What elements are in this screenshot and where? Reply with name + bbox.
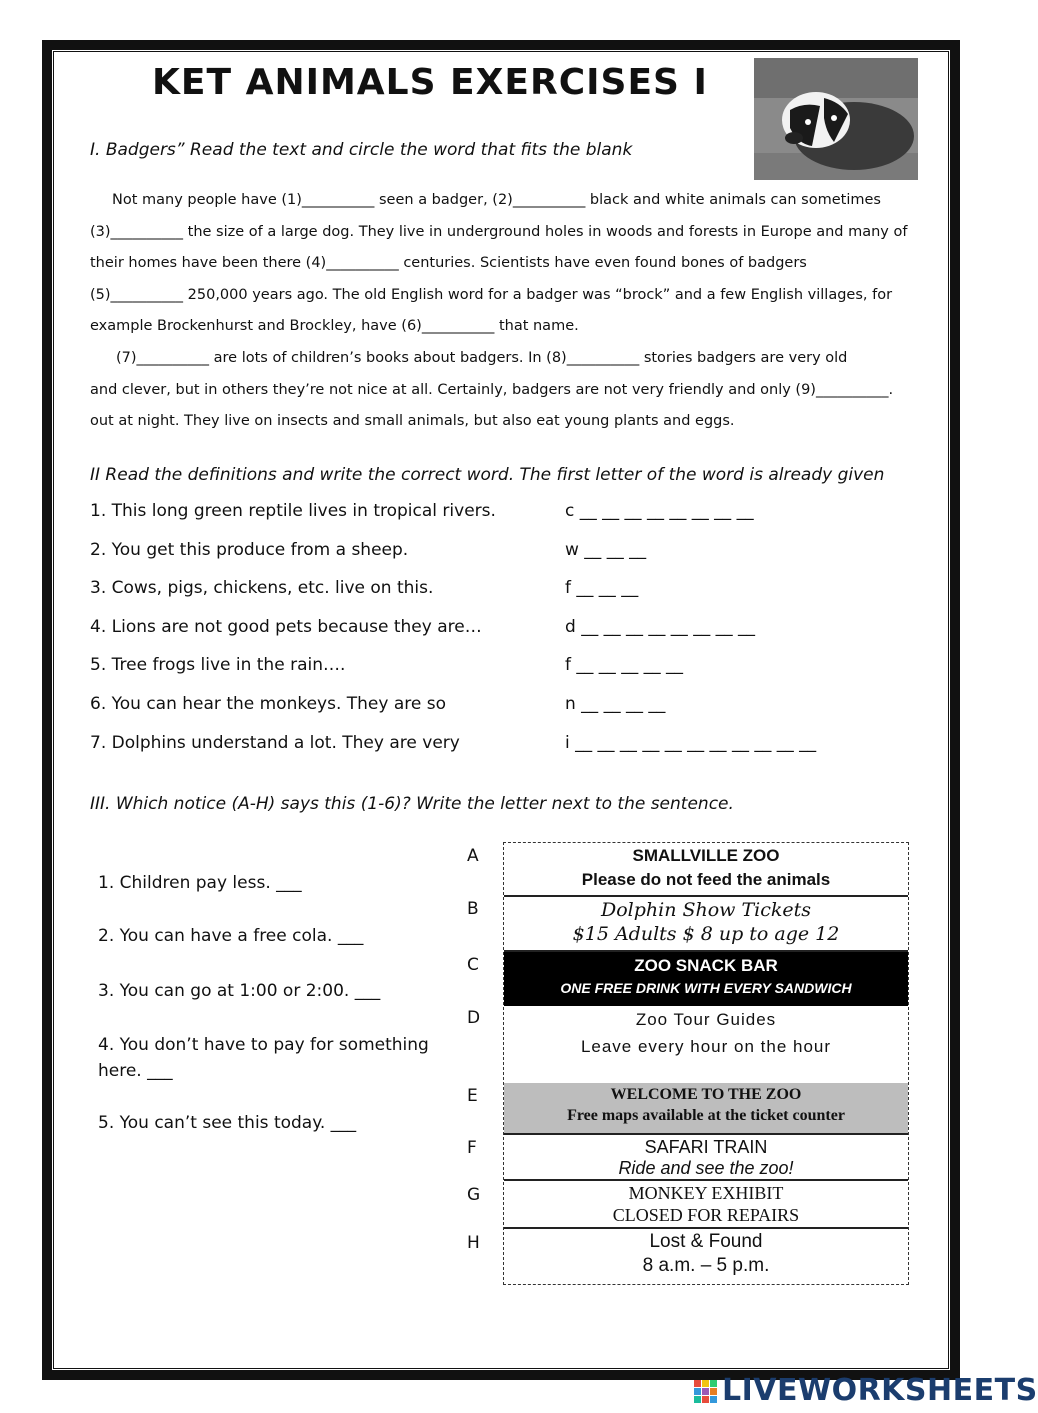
notice-letter: F bbox=[467, 1138, 477, 1158]
answer-blank[interactable]: f __ __ __ bbox=[565, 578, 639, 598]
answer-blank[interactable]: c __ __ __ __ __ __ __ __ bbox=[565, 501, 754, 521]
liveworksheets-brand[interactable]: LIVEWORKSHEETS bbox=[722, 1373, 1038, 1408]
definition-question: 1. This long green reptile lives in tropical rivers. bbox=[90, 501, 496, 521]
notice-sentence[interactable]: 1. Children pay less. ___ bbox=[98, 873, 302, 893]
notice-h bbox=[504, 1229, 908, 1286]
answer-blank[interactable]: n __ __ __ __ bbox=[565, 694, 666, 714]
notice-f bbox=[504, 1135, 908, 1181]
notice-d-text: Leave every hour on the hour bbox=[580, 1037, 832, 1056]
notice-g-text: CLOSED FOR REPAIRS bbox=[612, 1205, 800, 1225]
definition-question: 7. Dolphins understand a lot. They are very bbox=[90, 733, 460, 753]
notice-e-title: WELCOME TO THE ZOO bbox=[610, 1086, 802, 1103]
passage-line: Not many people have (1)__________ seen a badger, (2)__________ black and white animals can sometimes bbox=[112, 192, 881, 208]
notice-letter: A bbox=[467, 846, 479, 866]
passage-line: their homes have been there (4)__________ centuries. Scientists have even found bones of badgers bbox=[90, 255, 807, 272]
section-3-heading: III. Which notice (A-H) says this (1-6)? Write the letter next to the sentence. bbox=[90, 794, 734, 814]
notice-letter: E bbox=[467, 1086, 478, 1106]
notice-c-text: ONE FREE DRINK WITH EVERY SANDWICH bbox=[560, 980, 852, 996]
notice-letter: G bbox=[467, 1185, 481, 1205]
notice-letter: C bbox=[467, 955, 479, 975]
notice-sentence[interactable]: 4. You don’t have to pay for something here. ___ bbox=[98, 1035, 429, 1081]
section-1-heading: I. Badgers” Read the text and circle the word that fits the blank bbox=[90, 140, 633, 160]
notice-g-title: MONKEY EXHIBIT bbox=[628, 1183, 784, 1203]
passage-line: out at night. They live on insects and small animals, but also eat young plants and eggs. bbox=[90, 413, 735, 430]
answer-blank[interactable]: d __ __ __ __ __ __ __ __ bbox=[565, 617, 756, 637]
definition-question: 5. Tree frogs live in the rain…. bbox=[90, 655, 346, 675]
badger-photo bbox=[754, 58, 918, 180]
answer-blank[interactable]: f __ __ __ __ __ bbox=[565, 655, 684, 675]
definition-question: 4. Lions are not good pets because they are… bbox=[90, 617, 482, 637]
notice-letter: H bbox=[467, 1233, 480, 1253]
notice-a-title: SMALLVILLE ZOO bbox=[632, 846, 780, 865]
answer-blank[interactable]: w __ __ __ bbox=[565, 540, 647, 560]
notice-h-text: 8 a.m. – 5 p.m. bbox=[642, 1255, 770, 1276]
answer-blank[interactable]: i __ __ __ __ __ __ __ __ __ __ __ bbox=[565, 733, 817, 753]
passage-line: example Brockenhurst and Brockley, have (6)__________ that name. bbox=[90, 318, 579, 335]
notice-g bbox=[504, 1181, 908, 1229]
notice-letter: B bbox=[467, 899, 479, 919]
notice-letter: D bbox=[467, 1008, 481, 1028]
passage-line: and clever, but in others they’re not nice at all. Certainly, badgers are not very friendly and only (9)__________. bbox=[90, 381, 894, 398]
definition-question: 3. Cows, pigs, chickens, etc. live on this. bbox=[90, 578, 434, 598]
notice-e-text: Free maps available at the ticket counter bbox=[567, 1107, 845, 1124]
definition-question: 2. You get this produce from a sheep. bbox=[90, 540, 409, 560]
notice-sentence[interactable]: 2. You can have a free cola. ___ bbox=[98, 926, 364, 946]
notice-b-text: $15 Adults $ 8 up to age 12 bbox=[572, 923, 840, 945]
page-title: KET ANIMALS EXERCISES I bbox=[152, 62, 708, 103]
notice-c-title: ZOO SNACK BAR bbox=[634, 956, 778, 975]
notice-f-title: SAFARI TRAIN bbox=[644, 1137, 768, 1157]
passage-line: (5)__________ 250,000 years ago. The old English word for a badger was “brock” and a few English villages, for bbox=[90, 286, 893, 303]
notice-a-text: Please do not feed the animals bbox=[581, 870, 831, 889]
notice-d bbox=[504, 1006, 908, 1083]
notice-f-text: Ride and see the zoo! bbox=[618, 1158, 794, 1178]
badger-passage bbox=[90, 185, 910, 438]
passage-line: (7)__________ are lots of children’s books about badgers. In (8)__________ stories badgers are very old bbox=[116, 349, 848, 366]
notice-sentence[interactable]: 3. You can go at 1:00 or 2:00. ___ bbox=[98, 981, 381, 1001]
notice-e bbox=[504, 1083, 908, 1135]
notices-table bbox=[503, 842, 909, 1285]
notice-a bbox=[504, 843, 908, 897]
notice-h-title: Lost & Found bbox=[649, 1231, 763, 1252]
section-2-heading: II Read the definitions and write the correct word. The first letter of the word is already given bbox=[90, 465, 885, 485]
notice-b bbox=[504, 897, 908, 952]
notice-b-title: Dolphin Show Tickets bbox=[600, 899, 812, 921]
liveworksheets-logo-icon bbox=[694, 1380, 718, 1410]
notice-d-title: Zoo Tour Guides bbox=[635, 1010, 777, 1029]
definition-question: 6. You can hear the monkeys. They are so bbox=[90, 694, 447, 714]
notice-c bbox=[504, 952, 908, 1006]
notice-sentence[interactable]: 5. You can’t see this today. ___ bbox=[98, 1113, 357, 1133]
passage-line: (3)__________ the size of a large dog. They live in underground holes in woods and forests in Europe and many of bbox=[90, 223, 908, 240]
